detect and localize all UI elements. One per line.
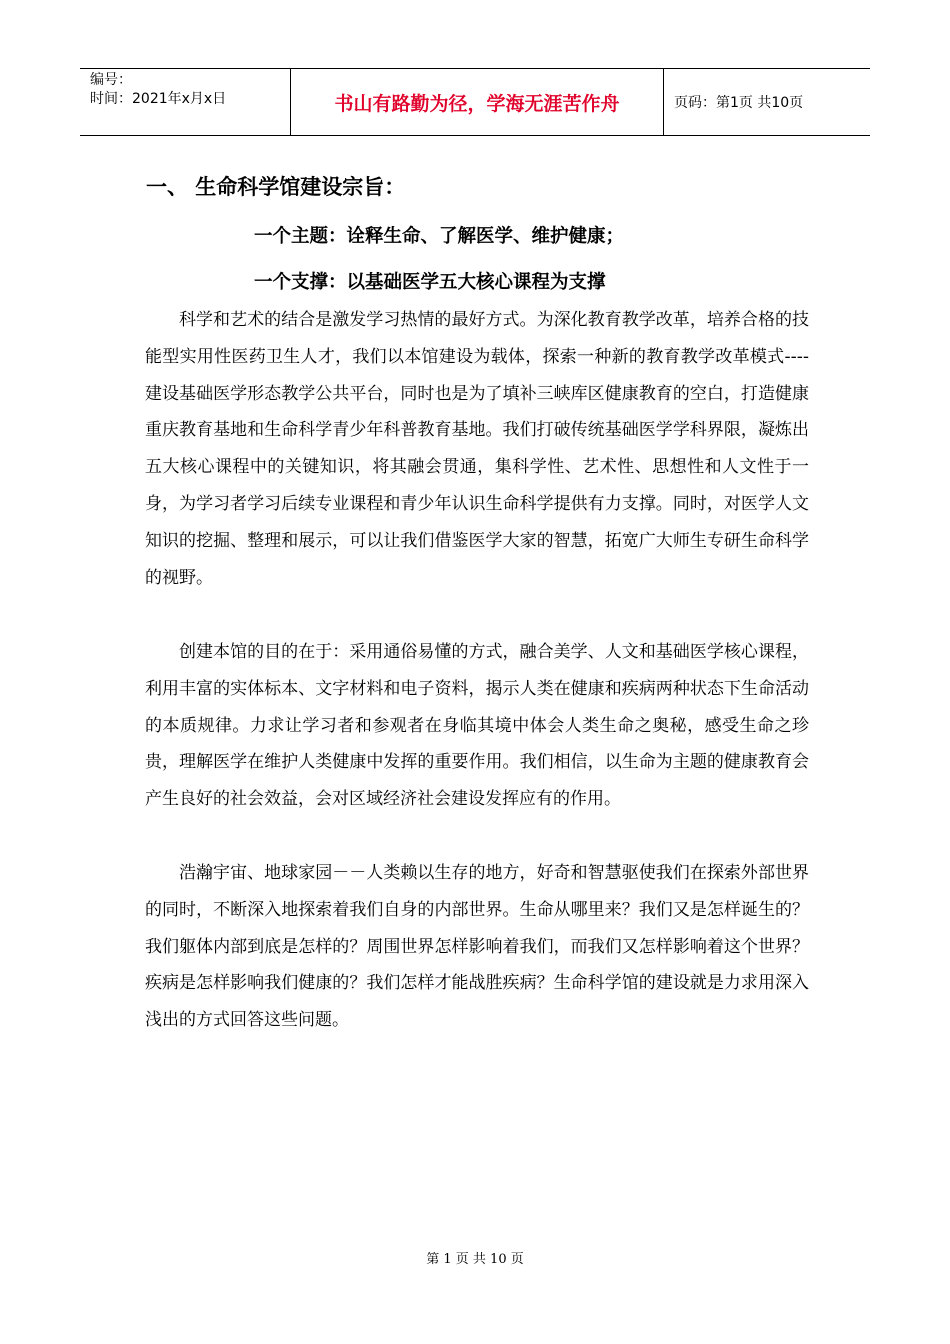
paragraph-2: 创建本馆的目的在于：采用通俗易懂的方式，融合美学、人文和基础医学核心课程，利用丰富的实体标本、文字材料和电子资料，揭示人类在健康和疾病两种状态下生命活动的本质规律。力求让学习者和参观者在身临其境中体会人类生命之奥秘，感受生命之珍贵，理解医学在维护人类健康中发挥的重要作用。我们相信，以生命为主题的健康教育会产生良好的社会效益，会对区域经济社会建设发挥应有的作用。	[145, 642, 809, 810]
number-label: 编号：	[90, 72, 132, 88]
document-header-table	[80, 68, 870, 136]
page-info-cell	[664, 69, 871, 136]
header-meta-cell	[80, 69, 291, 136]
time-label: 时间：2021年x月x日	[90, 91, 227, 107]
paragraph-1: 科学和艺术的结合是激发学习热情的最好方式。为深化教育教学改革，培养合格的技能型实用性医药卫生人才，我们以本馆建设为载体，探索一种新的教育教学改革模式----建设基础医学形态教学公共平台，同时也是为了填补三峡库区健康教育的空白，打造健康重庆教育基地和生命科学青少年科普教育基地。我们打破传统基础医学学科界限，凝炼出五大核心课程中的关键知识，将其融会贯通，集科学性、艺术性、思想性和人文性于一身，为学习者学习后续专业课程和青少年认识生命科学提供有力支撑。同时，对医学人文知识的挖掘、整理和展示，可以让我们借鉴医学大家的智慧，拓宽广大师生专研生命科学的视野。	[145, 310, 809, 588]
motto-cell	[291, 69, 664, 136]
page-footer: 第 1 页 共 10 页	[426, 1252, 524, 1267]
paragraph-3: 浩瀚宇宙、地球家园－－人类赖以生存的地方，好奇和智慧驱使我们在探索外部世界的同时，不断深入地探索着我们自身的内部世界。生命从哪里来？我们又是怎样诞生的？我们躯体内部到底是怎样的？周围世界怎样影响着我们，而我们又怎样影响着这个世界？疾病是怎样影响我们健康的？我们怎样才能战胜疾病？生命科学馆的建设就是力求用深入浅出的方式回答这些问题。	[145, 863, 809, 1031]
subheading-support: 一个支撑：以基础医学五大核心课程为支撑	[254, 272, 606, 293]
section-heading: 一、 生命科学馆建设宗旨：	[146, 175, 406, 199]
motto-text: 书山有路勤为径，学海无涯苦作舟	[334, 92, 620, 115]
subheading-theme: 一个主题：诠释生命、了解医学、维护健康；	[254, 226, 625, 247]
page-info-text: 页码：第1页 共10页	[674, 95, 804, 111]
